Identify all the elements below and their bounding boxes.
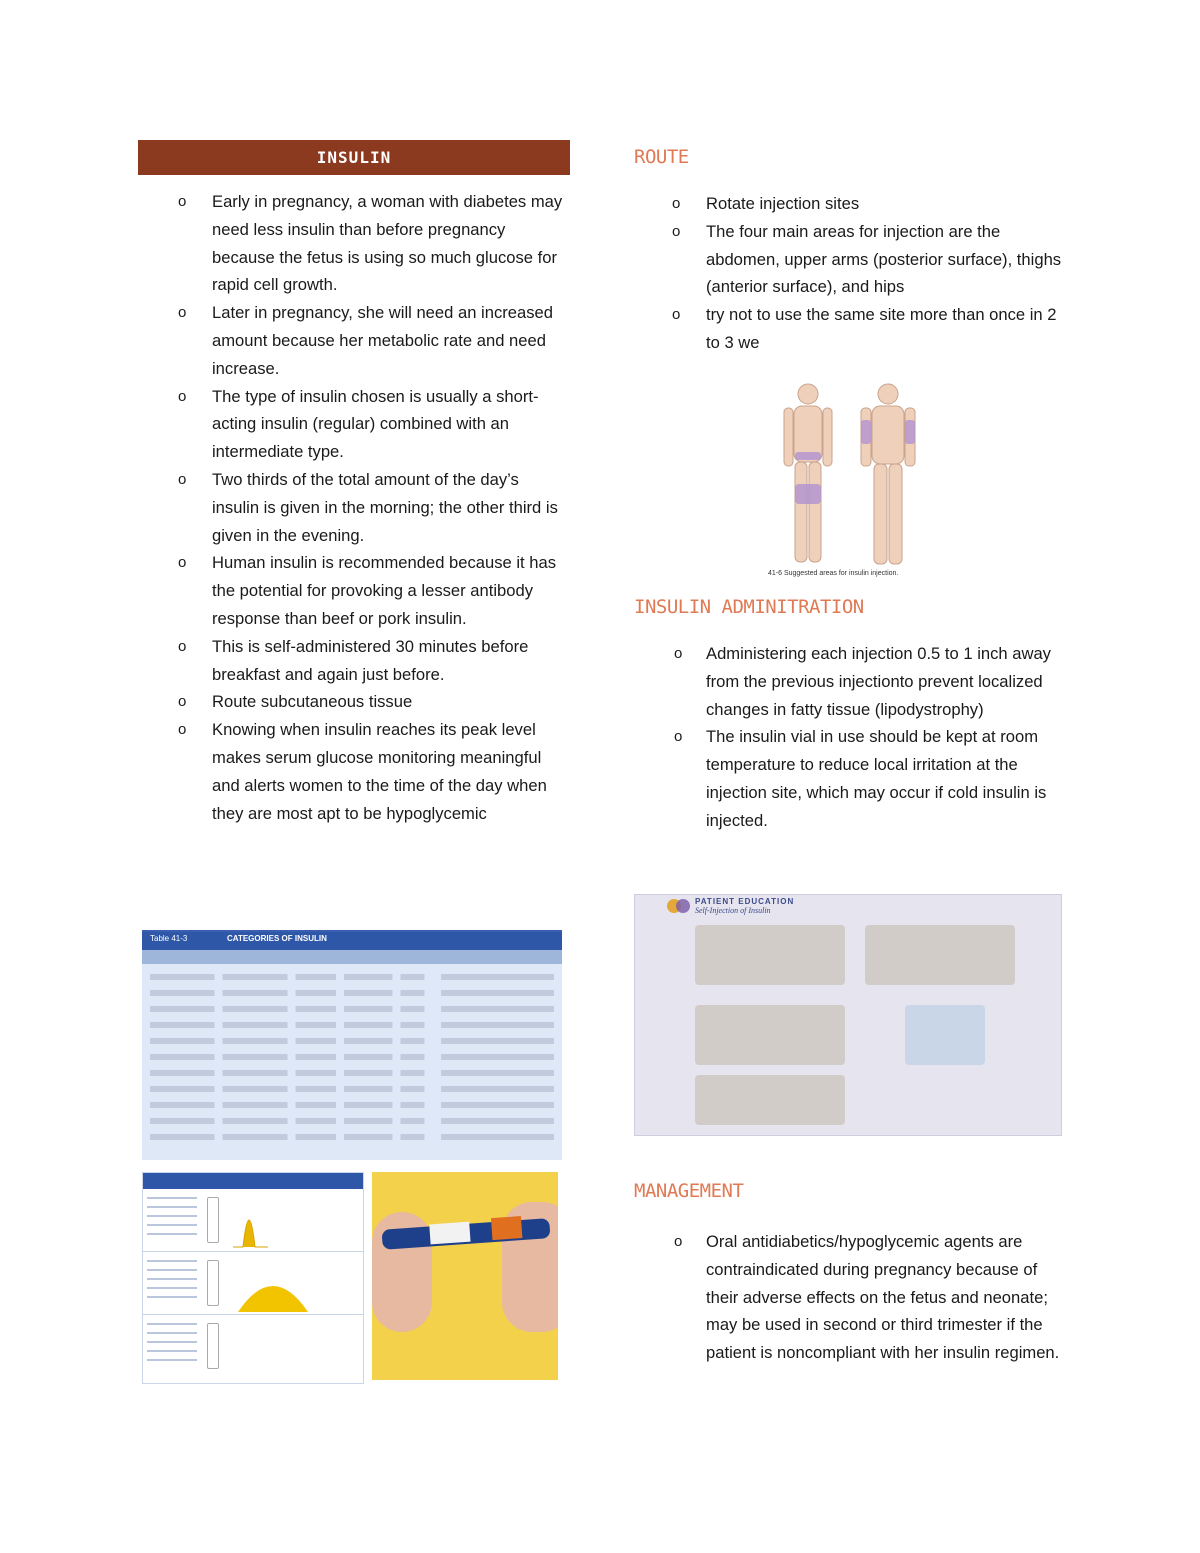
list-item: o Oral antidiabetics/hypoglycemic agents are contraindicated during pregnancy because of their adverse effects on the fetus and neonate; may be used in second or third trimester if the patient is noncompliant with her insulin regimen. bbox=[634, 1228, 1064, 1367]
list-item: o This is self-administered 30 minutes before breakfast and again just before. bbox=[138, 633, 570, 689]
administration-list bbox=[634, 640, 1064, 835]
insulin-banner: INSULIN bbox=[138, 140, 570, 175]
management-heading: MANAGEMENT bbox=[634, 1180, 744, 1202]
list-item: o Knowing when insulin reaches its peak level makes serum glucose monitoring meaningful and alerts women to the time of the day when they are most apt to be hypoglycemic bbox=[138, 716, 570, 827]
table-title: CATEGORIES OF INSULIN bbox=[227, 934, 327, 943]
table-header bbox=[142, 932, 562, 950]
route-list bbox=[634, 190, 1064, 357]
table-label: Table 41-3 bbox=[150, 934, 188, 943]
insulin-pen-photo bbox=[372, 1172, 558, 1380]
list-item: o Rotate injection sites bbox=[634, 190, 1064, 218]
list-item: o Later in pregnancy, she will need an increased amount because her metabolic rate and need increase. bbox=[138, 299, 570, 382]
list-item: o Two thirds of the total amount of the day’s insulin is given in the morning; the other third is given in the evening. bbox=[138, 466, 570, 549]
list-item: o Early in pregnancy, a woman with diabetes may need less insulin than before pregnancy because the fetus is using so much glucose for rapid cell growth. bbox=[138, 188, 570, 299]
management-section bbox=[634, 1180, 1064, 1367]
management-list bbox=[634, 1228, 1064, 1367]
table-columns bbox=[142, 950, 562, 964]
route-heading: ROUTE bbox=[634, 146, 689, 168]
list-item: o The four main areas for injection are the abdomen, upper arms (posterior surface), thighs (anterior surface), and hips bbox=[634, 218, 1064, 301]
insulin-action-chart-image bbox=[142, 1172, 364, 1384]
insulin-categories-table-image bbox=[142, 930, 562, 1160]
injection-sites-figure bbox=[766, 380, 936, 580]
list-item: o The type of insulin chosen is usually a short-acting insulin (regular) combined with an intermediate type. bbox=[138, 383, 570, 466]
administration-heading: INSULIN ADMINITRATION bbox=[634, 596, 864, 618]
patient-education-figure bbox=[634, 894, 1062, 1136]
list-item: o try not to use the same site more than once in 2 to 3 we bbox=[634, 301, 1064, 357]
right-column bbox=[634, 140, 1064, 357]
administration-section bbox=[634, 596, 1064, 835]
patient-education-subtitle: Self-Injection of Insulin bbox=[695, 906, 771, 915]
insulin-list bbox=[138, 188, 570, 827]
list-item: o The insulin vial in use should be kept at room temperature to reduce local irritation at the injection site, which may occur if cold insulin is injected. bbox=[634, 723, 1064, 834]
list-item: o Administering each injection 0.5 to 1 inch away from the previous injectionto prevent localized changes in fatty tissue (lipodystrophy) bbox=[634, 640, 1064, 723]
list-item: o Route subcutaneous tissue bbox=[138, 688, 570, 716]
insulin-section bbox=[138, 140, 570, 827]
figure-caption: 41-6 Suggested areas for insulin injection. bbox=[768, 570, 899, 577]
table-rows bbox=[142, 974, 562, 1140]
list-item: o Human insulin is recommended because it has the potential for provoking a lesser antibody response than beef or pork insulin. bbox=[138, 549, 570, 632]
patient-education-label: PATIENT EDUCATION bbox=[695, 897, 795, 906]
